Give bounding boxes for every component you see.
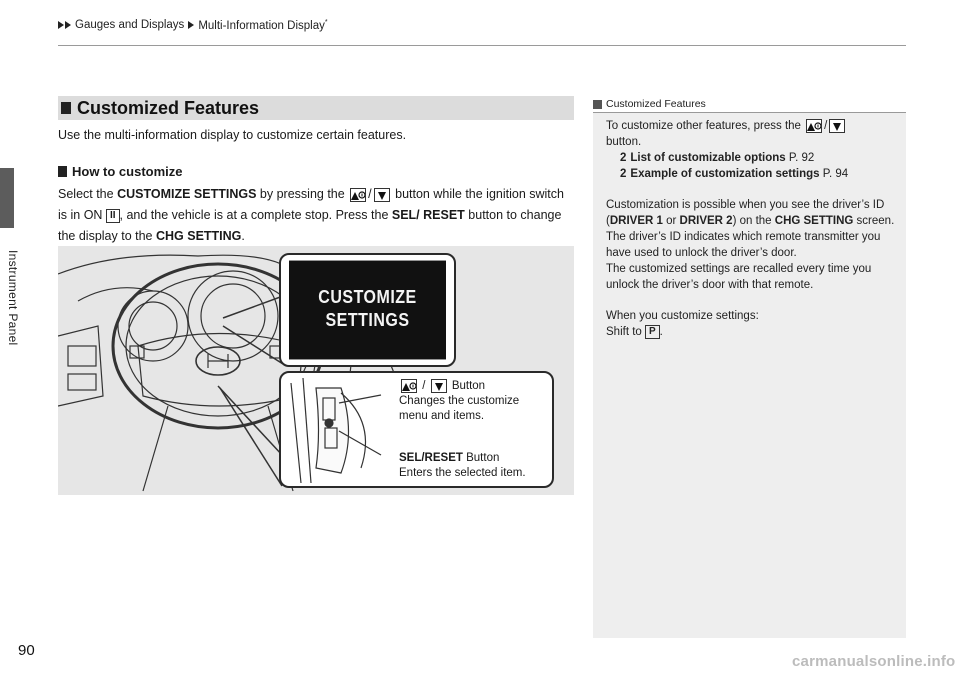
sidebar-notes-heading: Customized Features (593, 96, 906, 112)
sidebar-notes-body: To customize other features, press the / button. 2 List of customizable options P. 92 2 Example of customization settings P. 94 Customization is possible when you see the driver’s ID (DRIVER 1 or DRIVER 2) on the CHG SETTING screen. The driver’s ID indicates which remote transmitter you have used to unlock the driver’s door. The customized settings are recalled every time you unlock the driver’s door with that remote. When you customize settings: Shift to P . (606, 118, 898, 340)
breadcrumb-arrow-icon (188, 21, 194, 29)
multi-information-display-screen (289, 261, 446, 360)
page-number: 90 (18, 642, 35, 659)
up-info-button-icon (350, 188, 366, 202)
section-tab-marker (0, 168, 14, 228)
breadcrumb-arrow-icon (65, 21, 71, 29)
how-to-heading: How to customize (58, 164, 183, 179)
xref-arrow-icon: 2 (620, 152, 627, 164)
screen-line-2: SETTINGS (325, 311, 410, 331)
section-square-icon (61, 102, 71, 114)
subsection-square-icon (58, 166, 67, 177)
breadcrumb-arrow-icon (58, 21, 64, 29)
xref-customizable-options[interactable]: 2 List of customizable options P. 92 (620, 152, 815, 164)
down-info-button-icon (374, 188, 390, 202)
ignition-position-key: II (106, 209, 120, 223)
breadcrumb-part-1[interactable]: Gauges and Displays (75, 19, 185, 32)
watermark: carmanualsonline.info (792, 653, 956, 670)
down-info-button-icon (829, 119, 845, 133)
down-info-button-icon (431, 379, 447, 393)
note-icon (593, 100, 602, 109)
header-divider (58, 45, 906, 46)
up-info-button-icon (806, 119, 822, 133)
sidebar-divider (593, 112, 906, 113)
sel-reset-button-callout: SEL/RESET Button Enters the selected item. (399, 452, 526, 479)
section-heading: Customized Features (58, 96, 574, 120)
intro-text: Use the multi-information display to customize certain features. (58, 128, 407, 142)
display-callout (279, 253, 456, 367)
steering-buttons-drawing (281, 373, 401, 488)
breadcrumb-part-2[interactable]: Multi-Information Display* (198, 19, 328, 32)
up-info-button-icon (401, 379, 417, 393)
how-to-paragraph: Select the CUSTOMIZE SETTINGS by pressing the / button while the ignition switch is in ON II , and the vehicle is at a complete stop. Press the SEL/ RESET button to change the display to the CHG SETTING. (58, 187, 564, 243)
xref-arrow-icon: 2 (620, 168, 627, 180)
breadcrumb (58, 19, 328, 32)
gear-park-key: P (645, 325, 660, 339)
screen-line-1: CUSTOMIZE (318, 288, 417, 308)
buttons-callout (279, 371, 554, 488)
sidebar-notes (593, 96, 906, 638)
xref-customization-examples[interactable]: 2 Example of customization settings P. 94 (620, 168, 849, 180)
up-down-button-callout: / Button Changes the customize menu and items. (399, 380, 520, 423)
side-section-label: Instrument Panel (6, 250, 20, 346)
